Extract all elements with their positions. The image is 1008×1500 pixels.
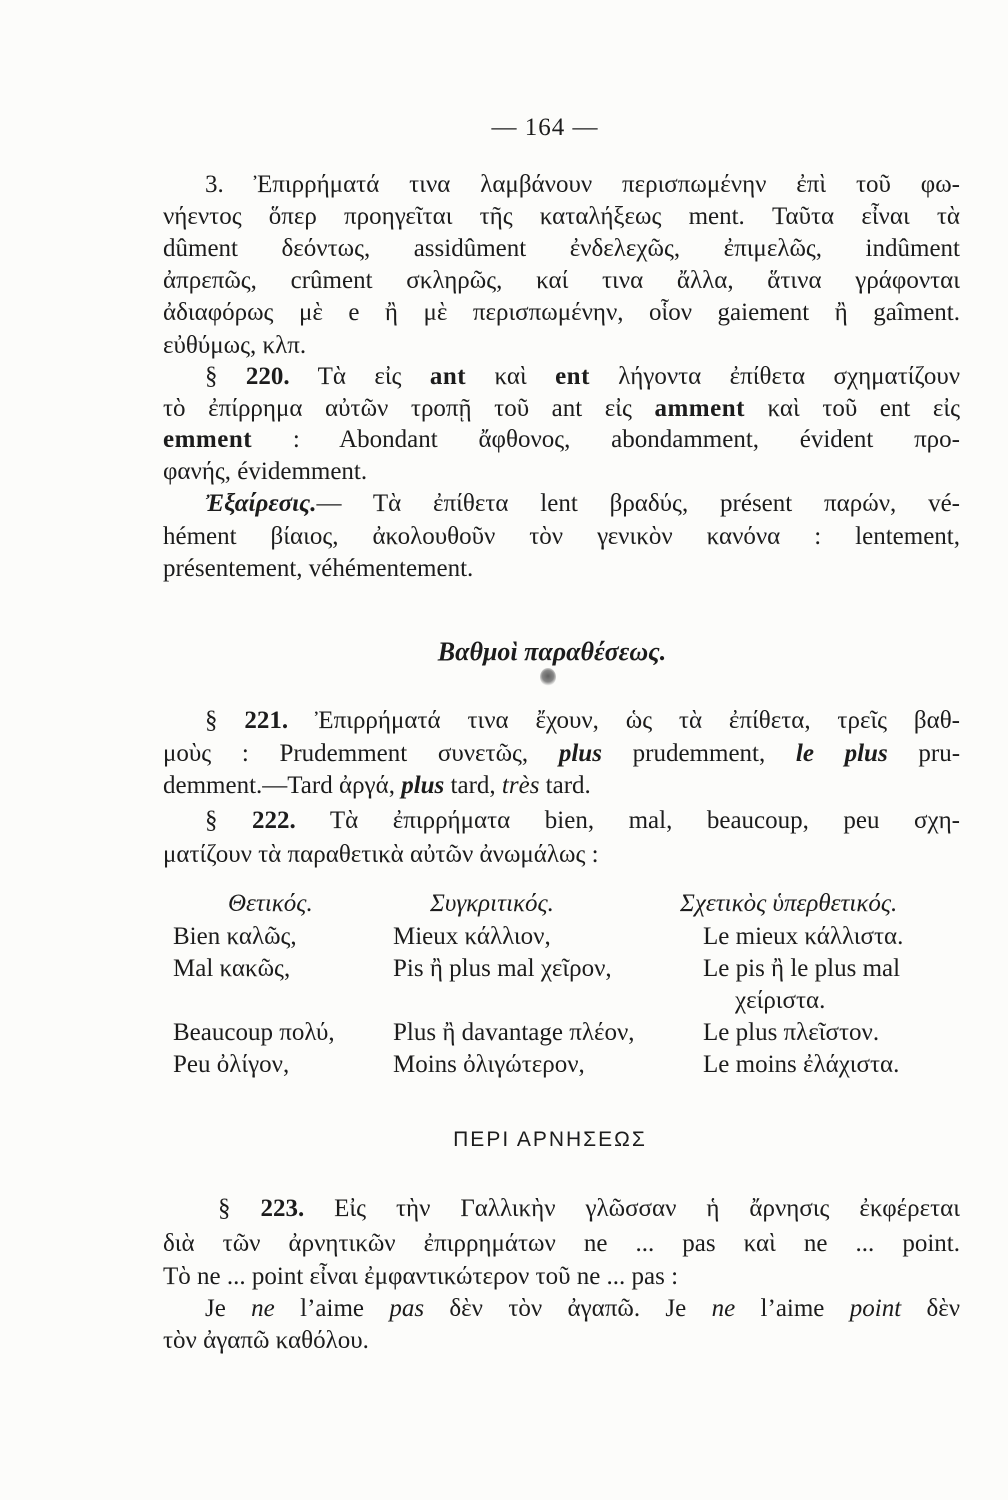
table-cell-comparative: Pis ἢ plus mal χεῖρον,	[393, 955, 612, 982]
section-sign: §	[205, 363, 218, 390]
text-run: tard.	[545, 772, 591, 799]
section-sign: §	[218, 1195, 231, 1222]
table-cell-positive: Mal κακῶς,	[173, 955, 291, 982]
italic-plus: plus	[558, 740, 602, 767]
exception-line-3: présentement, véhémentement.	[163, 555, 474, 582]
heading-negation: ΠΕΡΙ ΑΡΝΗΣΕΩΣ	[453, 1128, 647, 1151]
page-number: — 164 —	[491, 114, 599, 141]
table-cell-comparative: Moins ὀλιγώτερον,	[393, 1051, 585, 1078]
suffix-ant: ant	[429, 363, 467, 390]
table-cell-superlative-continued: χείριστα.	[735, 987, 826, 1014]
table-header-superlative: Σχετικὸς ὑπερθετικός.	[680, 890, 898, 917]
text-run: Je	[205, 1295, 226, 1322]
table-cell-positive: Beaucoup πολύ,	[173, 1019, 335, 1046]
table-cell-comparative: Mieux κάλλιον,	[393, 923, 551, 950]
section-223-line-5: τὸν ἀγαπῶ καθόλου.	[163, 1327, 369, 1354]
text-run: l’aime	[760, 1295, 825, 1322]
text-run: demment.—Tard ἀργά,	[163, 772, 395, 799]
italic-pas: pas	[389, 1295, 425, 1322]
suffix-emment: emment	[163, 426, 253, 453]
section-222-line-1	[205, 804, 960, 838]
text-run: δὲν	[926, 1295, 961, 1322]
ink-smudge	[540, 668, 556, 686]
text-run: Ἐπιρρήματά τινα ἔχουν, ὡς τὰ ἐπίθετα, τρεῖς βαθ-	[314, 707, 961, 734]
exception-line-2: hément βίαιος, ἀκολουθοῦν τὸν γενικὸν κανόνα : lentement,	[163, 523, 960, 550]
text-run: Εἰς τὴν Γαλλικὴν γλῶσσαν ἡ ἄρνησις ἐκφέρεται	[334, 1195, 961, 1222]
table-cell-superlative: Le pis ἢ le plus mal	[703, 955, 901, 982]
section-number: 221.	[244, 707, 289, 734]
section-220-line-2	[163, 392, 960, 426]
table-cell-positive: Peu ὀλίγον,	[173, 1051, 290, 1078]
section-sign: §	[205, 707, 218, 734]
text-run: : Abondant ἄφθονος, abondamment, évident προ-	[292, 426, 960, 453]
section-221-line-1	[205, 704, 960, 738]
italic-ne: ne	[251, 1295, 275, 1322]
table-cell-positive: Bien καλῶς,	[173, 923, 297, 950]
paragraph-3-line-2: νήεντος ὅπερ προηγεῖται τῆς καταλήξεως ment. Ταῦτα εἶναι τὰ	[163, 203, 960, 230]
paragraph-3-line-5: ἀδιαφόρως μὲ e ἢ μὲ περισπωμένην, οἷον gaiement ἢ gaîment.	[163, 299, 960, 326]
text-run: Τὰ ἐπιρρήματα bien, mal, beaucoup, peu σχη-	[329, 807, 960, 834]
italic-le-plus: le plus	[795, 740, 888, 767]
text-run: λήγοντα ἐπίθετα σχηματίζουν	[618, 363, 961, 390]
section-number: 222.	[252, 807, 296, 834]
text-run: καὶ τοῦ ent εἰς	[767, 395, 961, 422]
italic-point: point	[849, 1295, 902, 1322]
table-cell-comparative: Plus ἢ davantage πλέον,	[393, 1019, 635, 1046]
paragraph-3-line-4: ἀπρεπῶς, crûment σκληρῶς, καί τινα ἄλλα, ἅτινα γράφονται	[163, 267, 960, 294]
text-run: l’aime	[300, 1295, 364, 1322]
paragraph-3-line-1: 3. Ἐπιρρήματά τινα λαμβάνουν περισπωμένην ἐπὶ τοῦ φω-	[205, 171, 960, 198]
text-run: tard,	[450, 772, 496, 799]
table-cell-superlative: Le moins ἐλάχιστα.	[703, 1051, 900, 1078]
section-220-line-4: φανής, évidemment.	[163, 458, 368, 485]
text-run: μοὺς : Prudemment συνετῶς,	[163, 740, 529, 767]
exception-line-1	[205, 487, 960, 521]
section-221-line-2	[163, 737, 960, 771]
suffix-ent: ent	[555, 363, 590, 390]
exception-label: Ἐξαίρεσις.	[205, 490, 317, 517]
section-222-line-2: ματίζουν τὰ παραθετικὰ αὐτῶν ἀνωμάλως :	[163, 841, 599, 868]
section-223-line-2: διὰ τῶν ἀρνητικῶν ἐπιρρημάτων ne ... pas καὶ ne ... point.	[163, 1230, 960, 1257]
section-223-line-3: Τὸ ne ... point εἶναι ἐμφαντικώτερον τοῦ ne ... pas :	[163, 1263, 679, 1290]
section-sign: §	[205, 807, 218, 834]
suffix-amment: amment	[654, 395, 745, 422]
text-run: — Τὰ ἐπίθετα lent βραδύς, présent παρών, vé-	[316, 490, 960, 517]
text-run: prudemment,	[632, 740, 766, 767]
text-run: Τὰ εἰς	[317, 363, 402, 390]
text-run: τὸ ἐπίρρημα αὐτῶν τροπῇ τοῦ ant εἰς	[163, 395, 632, 422]
section-221-line-3	[163, 769, 960, 803]
table-cell-superlative: Le plus πλεῖστον.	[703, 1019, 880, 1046]
table-header-comparative: Συγκριτικός.	[430, 890, 554, 917]
table-header-positive: Θετικός.	[228, 890, 313, 917]
table-cell-superlative: Le mieux κάλλιστα.	[703, 923, 904, 950]
italic-tres: très	[501, 772, 540, 799]
section-220-line-3	[163, 423, 960, 457]
section-223-line-4	[205, 1292, 960, 1326]
text-run: pru-	[918, 740, 961, 767]
italic-plus: plus	[401, 772, 445, 799]
section-number: 223.	[260, 1195, 305, 1222]
text-run: καὶ	[494, 363, 527, 390]
italic-ne: ne	[711, 1295, 736, 1322]
paragraph-3-line-3: dûment δεόντως, assidûment ἐνδελεχῶς, ἐπιμελῶς, indûment	[163, 235, 960, 262]
section-223-line-1	[218, 1192, 960, 1226]
section-number: 220.	[245, 363, 290, 390]
text-run: δὲν τὸν ἀγαπῶ. Je	[449, 1295, 687, 1322]
section-220-line-1	[205, 360, 960, 394]
heading-degrees-of-comparison: Βαθμοὶ παραθέσεως.	[437, 637, 667, 666]
paragraph-3-line-6: εὐθύμως, κλπ.	[163, 332, 307, 359]
